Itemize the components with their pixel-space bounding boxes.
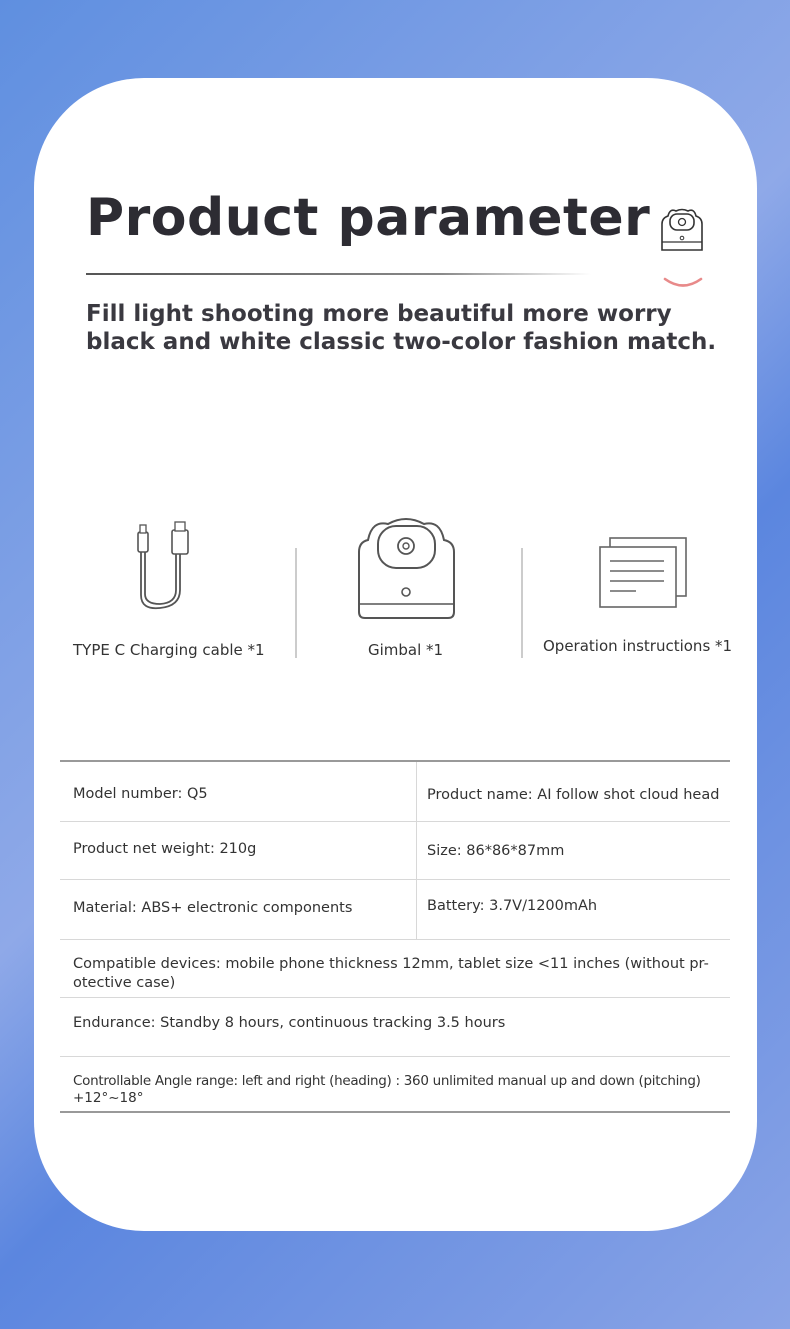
subtitle (86, 300, 726, 356)
spec-battery: Battery: 3.7V/1200mAh (427, 898, 598, 914)
subtitle-line-1: Fill light shooting more beautiful more worry (86, 301, 672, 327)
spec-material: Material: ABS+ electronic components (73, 900, 353, 916)
gimbal-icon (354, 512, 459, 622)
spec-compatible-line-2: otective case) (73, 975, 176, 991)
column-divider (416, 762, 417, 823)
spec-row-1 (60, 760, 730, 821)
subtitle-line-2: black and white classic two-color fashion match. (86, 329, 717, 355)
package-item-cable-label: TYPE C Charging cable *1 (73, 641, 265, 659)
spec-endurance: Endurance: Standby 8 hours, continuous tracking 3.5 hours (73, 1015, 506, 1031)
spec-net-weight: Product net weight: 210g (73, 841, 257, 857)
spec-angle-line-1: Controllable Angle range: left and right (heading) : 360 unlimited manual up and down (pitching) (73, 1073, 701, 1089)
column-divider (416, 822, 417, 880)
spec-row-4 (60, 939, 730, 997)
spec-row-2 (60, 821, 730, 879)
table-bottom-rule (60, 1111, 730, 1113)
column-divider (416, 880, 417, 940)
package-item-gimbal-label: Gimbal *1 (368, 641, 444, 659)
package-divider-1 (295, 548, 297, 658)
spec-compatible-line-1: Compatible devices: mobile phone thickness 12mm, tablet size <11 inches (without pr- (73, 956, 709, 972)
spec-row-6 (60, 1056, 730, 1111)
spec-product-name: Product name: AI follow shot cloud head (427, 787, 720, 803)
page-title: Product parameter (86, 188, 651, 248)
smile-accent-icon (662, 276, 704, 290)
usb-c-cable-icon (130, 520, 200, 615)
gimbal-mini-icon (656, 202, 708, 252)
package-item-instructions-label: Operation instructions *1 (543, 637, 733, 655)
spec-row-3 (60, 879, 730, 939)
spec-size: Size: 86*86*87mm (427, 843, 565, 859)
spec-angle-line-2: +12°~18° (73, 1090, 144, 1106)
spec-row-5 (60, 997, 730, 1056)
spec-table (60, 760, 730, 1111)
package-divider-2 (521, 548, 523, 658)
title-divider (86, 273, 591, 275)
spec-model-number: Model number: Q5 (73, 786, 208, 802)
instructions-document-icon (596, 535, 691, 610)
